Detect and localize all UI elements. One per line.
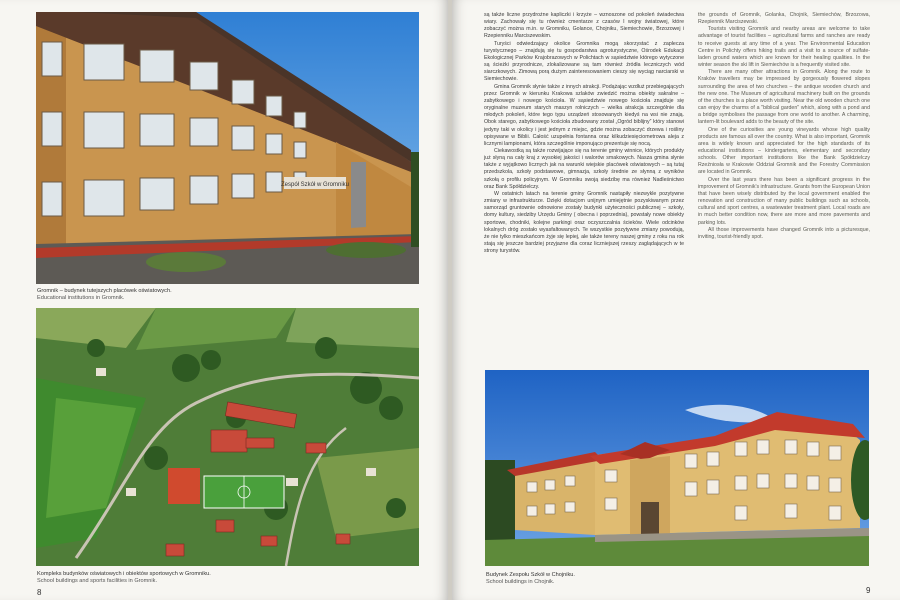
school-sign: Zespół Szkół w Gromniku: [280, 182, 350, 188]
school-building-illustration: [36, 12, 419, 284]
photo-gromnik-school: [36, 12, 419, 284]
caption-photo2: [37, 571, 337, 585]
caption-photo1-pl: Gromnik – budynek tutejszych placówek oświatowych.: [37, 288, 172, 294]
en-paragraph: All those improvements have changed Gromnik into a picturesque, inviting, tourist-friendly spot.: [698, 226, 870, 240]
aerial-view-illustration: [36, 308, 419, 566]
page-number-left: 8: [37, 588, 42, 597]
caption-photo1: [37, 288, 337, 302]
caption-photo2-en: School buildings and sports facilities in Gromnik.: [37, 578, 158, 584]
photo-chojnik-school: [485, 370, 869, 566]
pl-paragraph: Turyści odwiedzający okolice Gromnika mogą skorzystać z zaplecza turystycznego – znajdują się tu gospodarstwa agroturystyczne, Ośrodek Edukacji Ekologicznej Parków Krajobrazowych w Polichtach w sąsiedztwie którego wytyczone są ścieżki przyrodnicze, zlokalizowane są tam również źródła leczniczych wód siarczkowych. Zimową porą dużym zainteresowaniem cieszy się wyciąg narciarski w Siemiechowie.: [484, 40, 684, 83]
en-paragraph: the grounds of Gromnik, Golanka, Chojnik, Siemiechów, Brzozowa, Rzepiennik Marciszewski.: [698, 12, 870, 26]
english-text-column: [698, 12, 870, 241]
caption-photo3-en: School buildings in Chojnik.: [486, 579, 555, 585]
en-paragraph: There are many other attractions in Gromnik. Along the route to Kraków travellers may be impressed by gorgeously flowered slopes surrounding the area of two churches – the antique wooden church and the new one. The Museum of agricultural machinery built on the grounds of the churches is a place worth visiting. Near the old wooden church one can enjoy the charms of a "biblical garden" which, along with a pond and a bridge symbolises the passage from one world to another. A charming, lantern-lit boulevard adds to the beauty of the site.: [698, 69, 870, 126]
pl-paragraph: Gmina Gromnik słynie także z innych atrakcji. Podążając wzdłuż przebiegających przez Gromnik w kierunku Krakowa szlaków zwiedzić można obiekty sakralne – zabytkowego i nowego kościoła. W sąsiedztwie nowego kościoła znajduje się oryginalne muzeum starych maszyn rolniczych – wielka atrakcja szczególnie dla młodych pokoleń, które tego typu urządzeń stosowanych kiedyś na wsi nie znają. Obok starego, zabytkowego kościoła zbudowany został „Ogród biblijny” który stanowi jedyny taki w okolicy i jest jednym z miejsc, gdzie można zobaczyć drzewa i rośliny opisywane w Biblii. Całość uzupełnia fontanna oraz kilkudziesięciometrowa aleja z licznymi lampionami, która szczególnie imponująco prezentuje się nocą.: [484, 83, 684, 147]
right-page: [452, 0, 900, 600]
pl-paragraph: są także liczne przydrożne kapliczki i krzyże – wznoszone od pokoleń świadectwa wiary. Zachowały się tu również cmentarze z czasów I wojny światowej, które zobaczyć można m.in. w Gromniku, Golance, Chojniku, Siemiechowie, Brzozowej i Rzepienniku Marciszewskim.: [484, 12, 684, 40]
caption-photo2-pl: Kompleks budynków oświatowych i obiektów sportowych w Gromniku.: [37, 571, 211, 577]
en-paragraph: Over the last years there has been a significant progress in the improvement of Gromnik's infrastructure. Grants from the European Union that have been wisely distributed by the local government enabled the renovation and construction of many public buildings such as schools, cultural and sport centres, a wastewater treatment plant. Local roads are in much better condition now, there are more and more pavements and parking lots.: [698, 176, 870, 226]
caption-photo3: [486, 572, 786, 586]
pl-paragraph: W ostatnich latach na terenie gminy Gromnik nastąpiły niezwykle pozytywne zmiany w infrastrukturze. Dzięki dotacjom unijnym umiejętnie pozyskiwanym przez samorząd gruntownie odnowione zostały budynki użyteczności publicznej – szkoły, domy kultury, siedziby Urzędu Gminy ( obecna i poprzednia), powstały nowe obiekty sportowe, chodniki, kolejne parkingi oraz oczyszczalnia ścieków. Wiele odcinków lokalnych dróg zostało wyasfaltowanych. Te wszystkie pozytywne zmiany powodują, że nie tylko mieszkańcom żyje się lepiej, ale także tereny naszej gminy z roku na rok stają się jeszcze bardziej przyjazne dla coraz liczniejszej rzeszy zaglądających w te strony turystów.: [484, 190, 684, 255]
page-number-right: 9: [866, 586, 871, 595]
caption-photo3-pl: Budynek Zespołu Szkół w Chojniku.: [486, 572, 575, 578]
en-paragraph: One of the curiosities are young vineyards whose high quality products are famous all over the country. What is also important, Gromnik area is widely known and appreciated for the high standards of its educational institutions – kindergartens, elementary and secondary schools. Other important institutions like the Bank Spółdzielczy Rzeźniosła w Krakowie Oddział Gromnik and the Forestry Commission are located in Gromnik.: [698, 126, 870, 176]
polish-text-column: [484, 12, 684, 255]
chojnik-school-illustration: [485, 370, 869, 566]
en-paragraph: Tourists visiting Gromnik and nearby areas are welcome to take advantage of tourist facilities – agricultural farms and ranches are ready to receive guests at any time of a year. The Environmental Education Centre in Polichty offers hiking trails and a visit to a source of sulfate-laden ground waters which are known for their healing qualities. In the winter season the ski lift in Siemiechów is a frequently visited site.: [698, 26, 870, 69]
photo-aerial-complex: [36, 308, 419, 566]
pl-paragraph: Ciekawostką są także rozwijające się na terenie gminy winnice, których produkty już słyną na cały kraj z wysokiej jakości i walorów smakowych. Nasza gmina słynie także z wyjątkowo licznych jak na warunki wiejskie placówek oświatowych – są tutaj przedszkola, szkoły podstawowe, gimnazja, szkoły średnie ze słynną z wyników szkołą o profilu policyjnym. W Gromniku swoją siedzibę ma również Nadleśnictwo oraz Bank Spółdzielczy.: [484, 147, 684, 190]
caption-photo1-en: Educational institutions in Gromnik.: [37, 295, 125, 301]
left-page: [0, 0, 448, 600]
